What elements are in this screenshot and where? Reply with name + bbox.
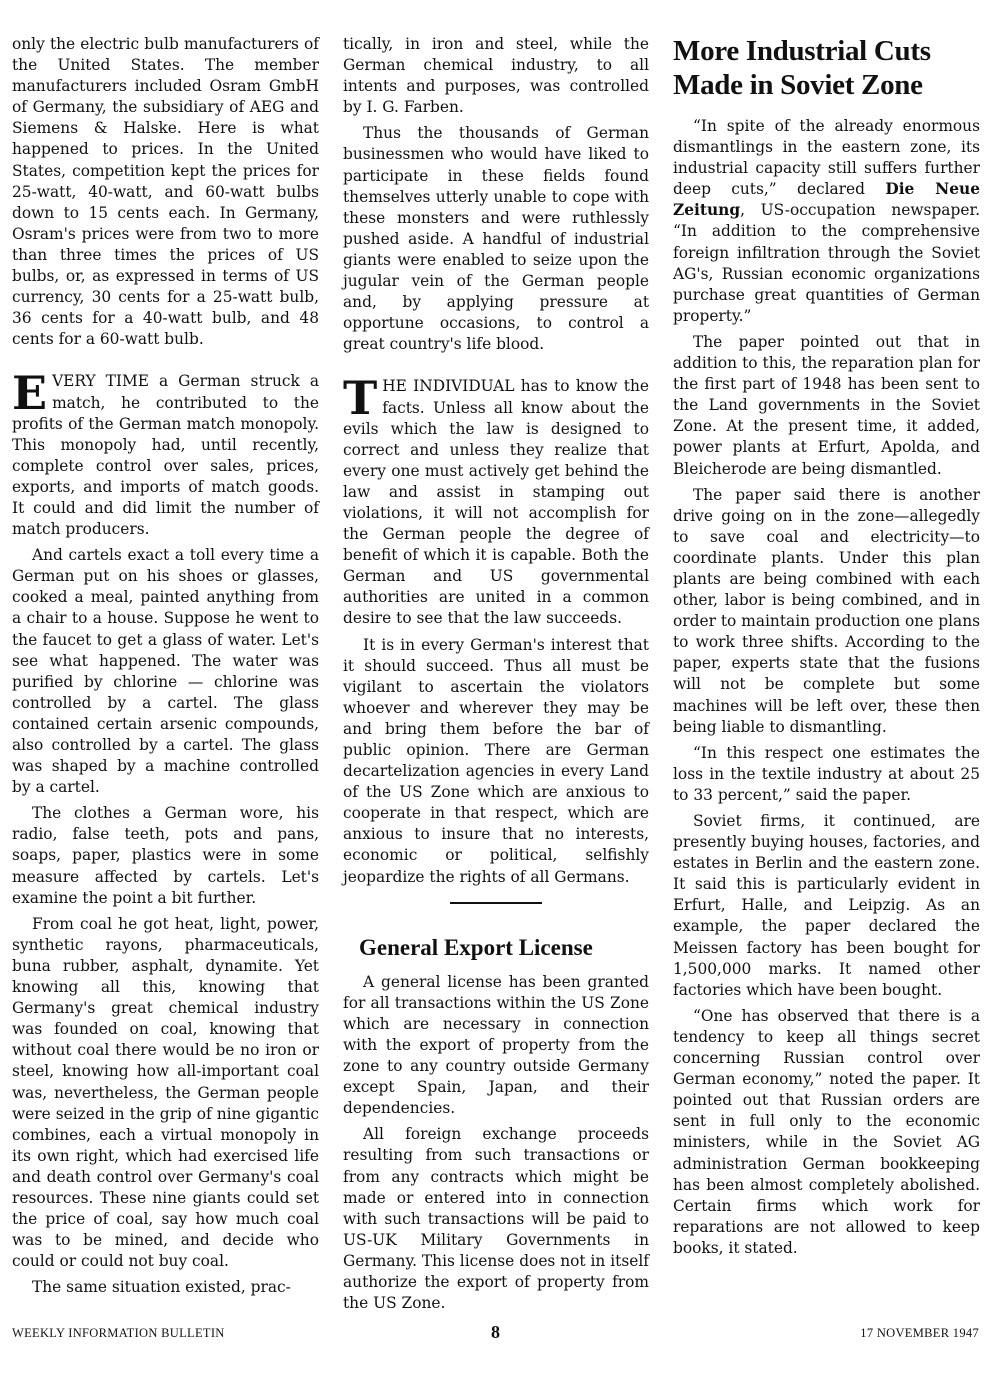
publication-name: WEEKLY INFORMATION BULLETIN — [12, 1326, 225, 1340]
column-2 — [343, 34, 649, 1319]
body-paragraph: All foreign exchange proceeds resulting from such transactions or from any contracts which might be made or entered into in connection with such transactions will be paid to US-UK Military Governments in Germany. This license does not in itself authorize the export of property from the US Zone. — [343, 1125, 649, 1313]
section-divider — [450, 902, 542, 904]
paragraph-text: “In spite of the already enormous dismantlings in the eastern zone, its industrial capacity still suffers further deep cuts,” declared — [673, 117, 980, 199]
body-paragraph: And cartels exact a toll every time a German put on his shoes or glasses, cooked a meal, painted anything from a chair to a house. Suppose he went to the faucet to get a glass of water. Let's see what happened. The water was purified by chlorine — chlorine was controlled by a cartel. The glass contained certain arsenic compounds, also controlled by a cartel. The glass was shaped by a machine controlled by a cartel. — [12, 546, 319, 797]
section-heading: General Export License — [359, 934, 593, 960]
drop-cap: E — [12, 366, 48, 421]
body-paragraph: The paper pointed out that in addition to this, the reparation plan for the first part of 1948 has been sent to the Land governments in the Soviet Zone. At the present time, it added, power plants at Erfurt, Apolda, and Bleicherode are being dismantled. — [673, 332, 980, 478]
body-paragraph: only the electric bulb manufacturers of the United States. The member manufacturers included Osram GmbH of Germany, the subsidiary of AEG and Siemens & Halske. Here is what happened to prices. In the United States, competition kept the prices for 25-watt, 40-watt, and 60-watt bulbs down to 15 cents each. In Germany, Osram's prices were from two to more than three times the prices of US bulbs, or, as expressed in terms of US currency, 30 cents for a 25-watt bulb, 36 cents for a 40-watt bulb, and 48 cents for a 60-watt bulb. — [12, 35, 319, 349]
paragraph-text: HE INDIVIDUAL has to know the facts. Unless all know about the evils which the law is designed to correct and unless they realize that every one must actively get behind the law and assist in stamping out violations, it will not accomplish for the German people the degree of benefit of which it is capable. Both the German and US governmental authorities are united in a common desire to see that the law succeeds. — [343, 377, 649, 628]
issue-date: 17 NOVEMBER 1947 — [860, 1326, 979, 1340]
column-3 — [673, 34, 980, 1264]
page-number: 8 — [491, 1322, 500, 1342]
body-paragraph: Thus the thousands of German businessmen who would have liked to participate in these fields found themselves utterly unable to cope with these monsters and were ruthlessly pushed aside. A handful of industrial giants were enabled to seize upon the jugular vein of the German people and, by applying pressure at opportune occasions, to control a great country's life blood. — [343, 124, 649, 354]
paragraph-text: VERY TIME a German struck a match, he contributed to the profits of the German match monopoly. This monopoly had, until recently, complete control over sales, prices, exports, and imports of match goods. It could and did limit the number of match producers. — [12, 372, 319, 539]
body-paragraph — [343, 371, 649, 629]
body-paragraph — [673, 116, 980, 327]
body-paragraph: “In this respect one estimates the loss in the textile industry at about 25 to 33 percent,” said the paper. — [673, 743, 980, 804]
column-1 — [12, 34, 319, 1303]
body-paragraph: The same situation existed, prac- — [32, 1278, 291, 1297]
body-paragraph: From coal he got heat, light, power, synthetic rayons, pharmaceuticals, buna rubber, asphalt, dynamite. Yet knowing all this, knowing that Germany's great chemical industry was founded on coal, knowing that without coal there would be no iron or steel, knowing how all-important coal was, nevertheless, the German people were seized in the grip of nine gigantic combines, each a virtual monopoly in its own right, which had exercised life and death control over Germany's coal resources. These nine giants could set the price of coal, say how much coal was to be mined, and decide who could or could not buy coal. — [12, 914, 319, 1271]
body-paragraph: The clothes a German wore, his radio, false teeth, pots and pans, soaps, paper, plastics were in some measure affected by cartels. Let's examine the point a bit further. — [12, 804, 319, 907]
article-headline: More Industrial Cuts Made in Soviet Zone — [673, 35, 931, 101]
body-paragraph: Soviet firms, it continued, are presently buying houses, factories, and estates in Berlin and the eastern zone. It said this is particularly evident in Erfurt, Halle, and Leipzig. As an example, the paper declared the Meissen factory has been bought for 1,500,000 marks. It named other factories which have been bought. — [673, 812, 980, 999]
body-paragraph: “One has observed that there is a tendency to keep all things secret concerning Russian control over German economy,” noted the paper. It pointed out that Russian orders are sent in full only to the economic ministers, while in the Soviet AG administration German bookkeeping has been almost completely abolished. Certain firms which work for reparations are not allowed to keep books, it stated. — [673, 1006, 980, 1257]
drop-cap: T — [343, 371, 378, 426]
newspaper-name: Die Neue Zeitung — [673, 180, 981, 220]
body-paragraph: The paper said there is another drive going on in the zone—allegedly to save coal and electricity—to coordinate plants. Under this plan plants are being combined with each other, labor is being combined, and in order to maintain production one plans to work three shifts. According to the paper, experts state that the fusions will not be complete but some machines will be left over, these then being liable to dismantling. — [673, 485, 980, 736]
body-paragraph — [12, 366, 319, 540]
body-paragraph: tically, in iron and steel, while the German chemical industry, to all intents and purposes, was controlled by I. G. Farben. — [343, 35, 649, 117]
paragraph-text: , US-occupation newspaper. “In addition to the comprehensive foreign infiltration through the Soviet AG's, Russian economic organizations purchase great quantities of German property.” — [673, 201, 980, 325]
body-paragraph: It is in every German's interest that it should succeed. Thus all must be vigilant to ascertain the violators whoever and wherever they may be and bring them before the bar of public opinion. There are German decartelization agencies in every Land of the US Zone which are anxious to cooperate in that respect, which are anxious to insure that no interests, economic or political, selfishly jeopardize the rights of all Germans. — [343, 635, 649, 886]
body-paragraph: A general license has been granted for all transactions within the US Zone which are necessary in connection with the export of property from the zone to any country outside Germany except Spain, Japan, and their dependencies. — [343, 972, 649, 1118]
